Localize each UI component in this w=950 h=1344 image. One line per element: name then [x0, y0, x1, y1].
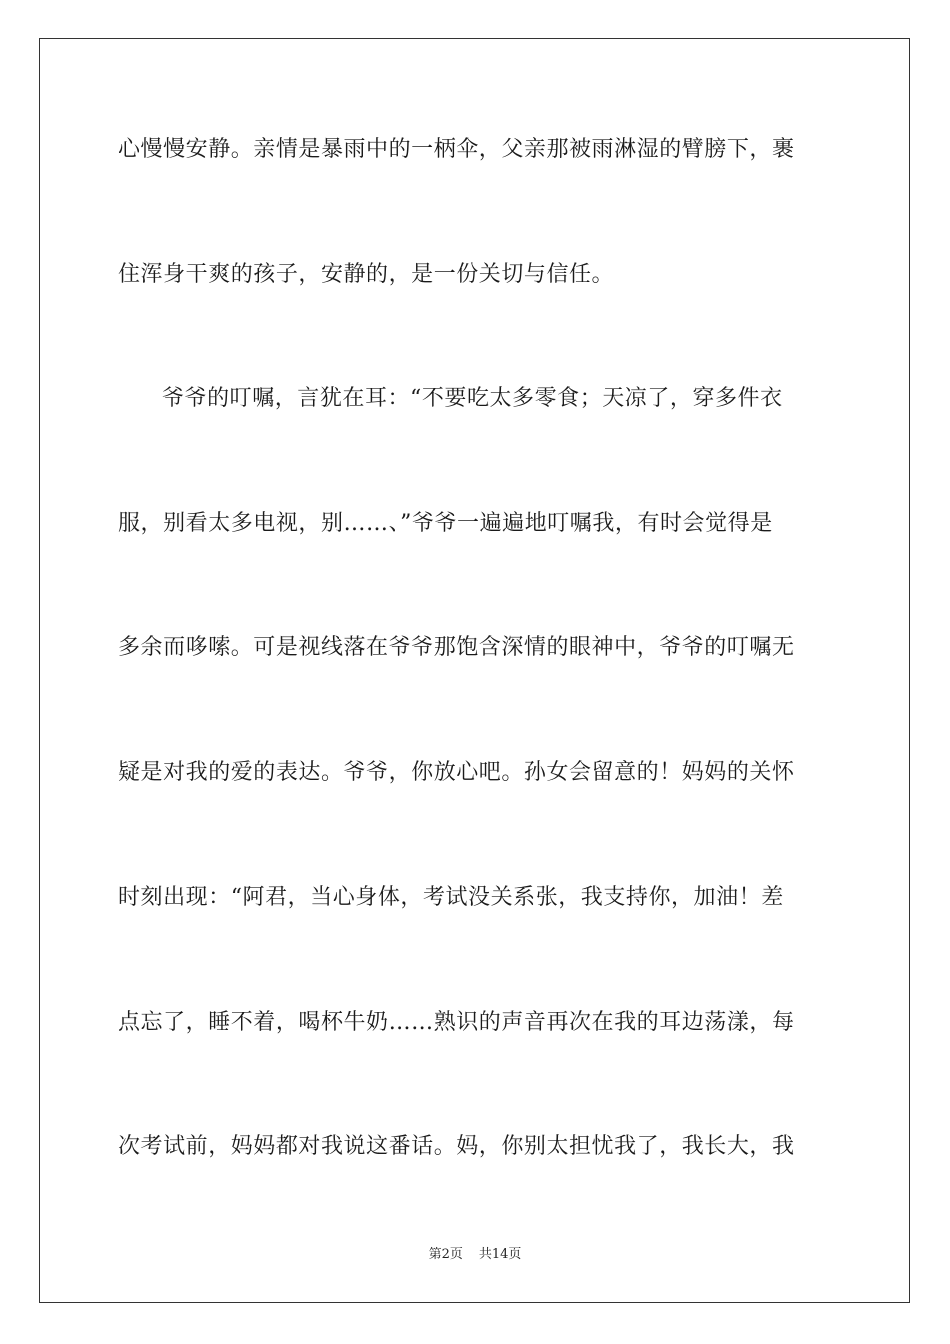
- total-pages: 共14页: [478, 1247, 522, 1262]
- page-number: 第2页: [428, 1247, 463, 1262]
- text-line-4: 服，别看太多电视，别……、”爷爷一遍遍地叮嘱我，有时会觉得是: [118, 511, 773, 536]
- text-line-2: 住浑身干爽的孩子，安静的，是一份关切与信任。: [118, 262, 615, 287]
- text-line-5: 多余而哆嗦。可是视线落在爷爷那饱含深情的眼神中，爷爷的叮嘱无: [118, 635, 795, 660]
- text-line-3: 爷爷的叮嘱，言犹在耳：“不要吃太多零食；天凉了，穿多件衣: [162, 386, 783, 411]
- text-line-7: 时刻出现：“阿君，当心身体，考试没关系张，我支持你，加油！差: [118, 885, 784, 910]
- page-border: [39, 38, 910, 1303]
- page-footer: [0, 1246, 950, 1264]
- text-line-8: 点忘了，睡不着，喝杯牛奶……熟识的声音再次在我的耳边荡漾，每: [118, 1010, 795, 1035]
- text-line-9: 次考试前，妈妈都对我说这番话。妈，你别太担忧我了，我长大，我: [118, 1134, 795, 1159]
- text-line-6: 疑是对我的爱的表达。爷爷，你放心吧。孙女会留意的！妈妈的关怀: [118, 760, 795, 785]
- text-line-1: 心慢慢安静。亲情是暴雨中的一柄伞，父亲那被雨淋湿的臂膀下，裹: [118, 137, 795, 162]
